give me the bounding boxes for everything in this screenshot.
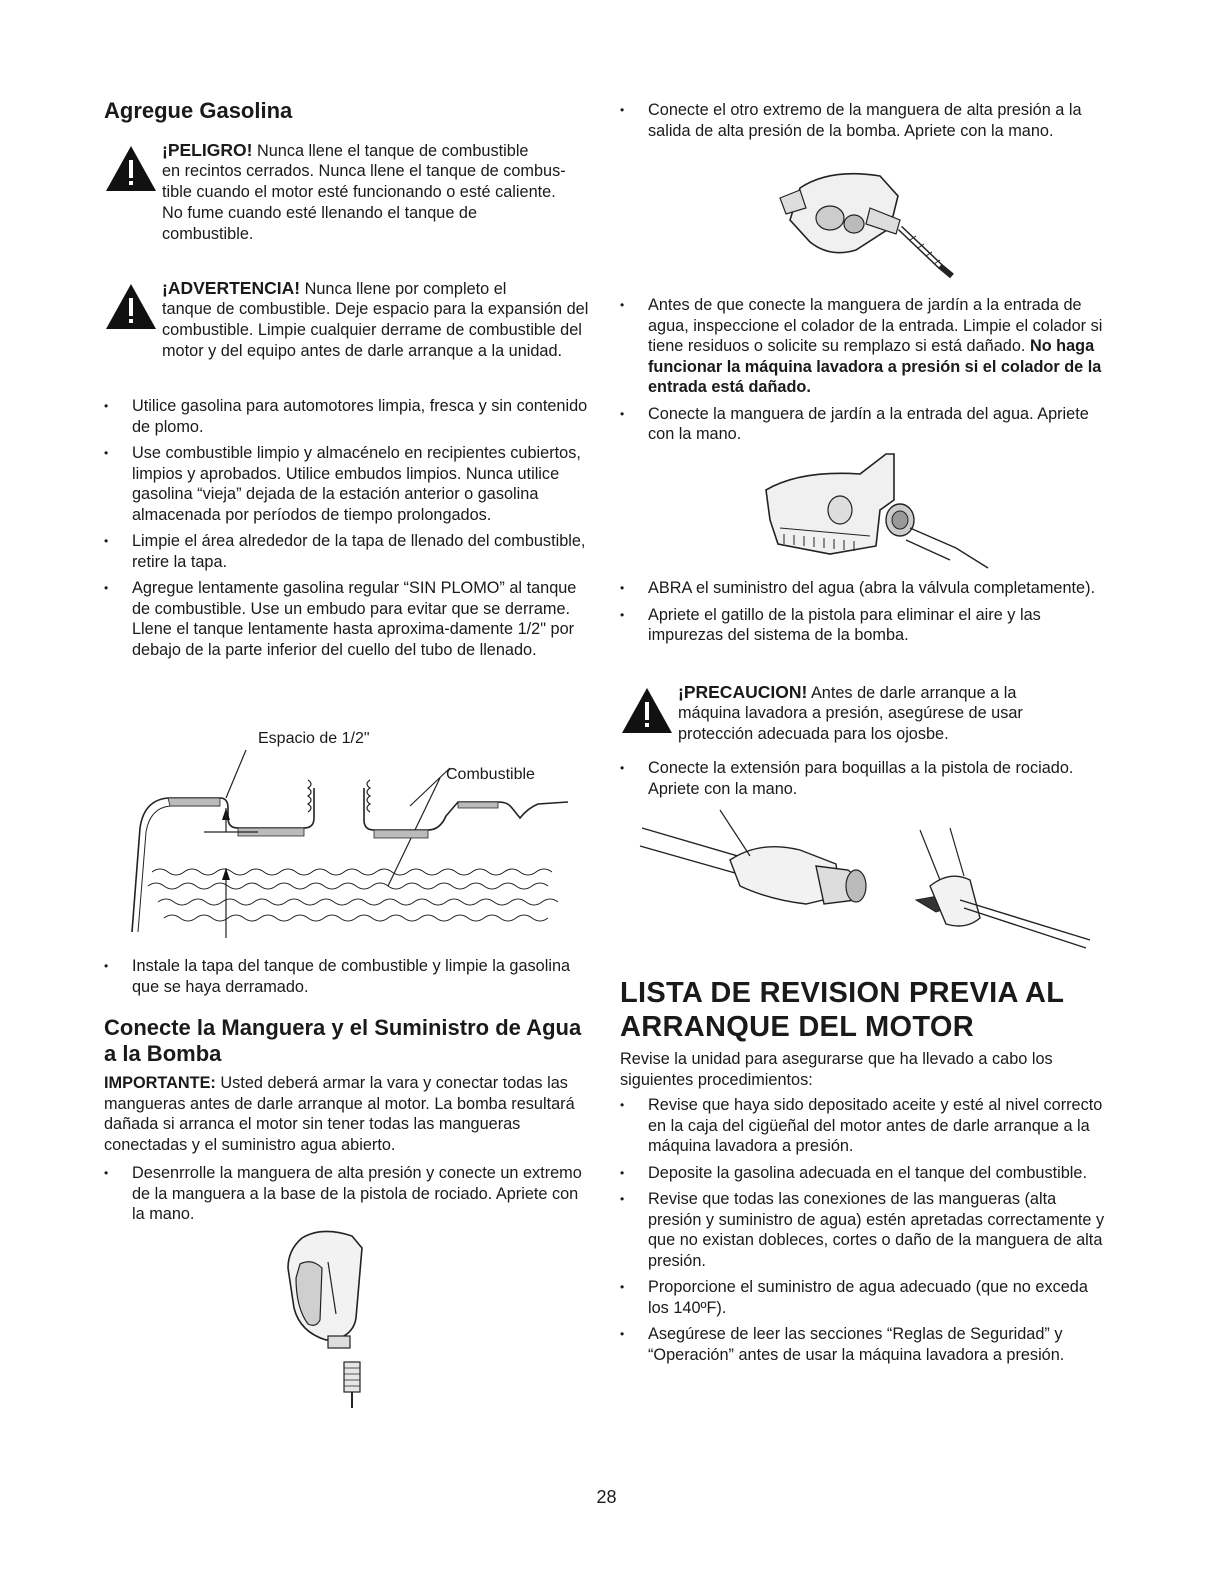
list-item: • Revise que haya sido depositado aceite y esté al nivel correcto en la caja del cigüeñal del motor antes de darle arranque a la máquina lavadora a presión. bbox=[620, 1095, 1110, 1157]
list-item: • Use combustible limpio y almacénelo en recipientes cubiertos, limpios y aprobados. Utilice embudos limpios. Nunca utilice gasolina “vieja” dejada de la estación anterior o gasolina almacenada por períodos de tiempo prolongados. bbox=[104, 443, 592, 525]
label-espacio: Espacio de 1/2" bbox=[258, 730, 370, 747]
peligro-text-rest: en recintos cerrados. Nunca llene el tanque de combus-tible cuando el motor esté funcionando o esté caliente. No fume cuando esté llenando el tanque de combustible. bbox=[162, 162, 566, 243]
pump-outlet-figure bbox=[770, 168, 960, 280]
advertencia-warning bbox=[104, 278, 592, 384]
water-inlet-figure bbox=[760, 450, 992, 570]
advertencia-text bbox=[162, 278, 592, 300]
peligro-text bbox=[162, 140, 592, 162]
list-item: • Asegúrese de leer las secciones “Reglas de Seguridad” y “Operación” antes de usar la máquina lavadora a presión. bbox=[620, 1324, 1110, 1365]
danger-triangle-icon bbox=[104, 144, 158, 192]
antes-text: Antes de que conecte la manguera de jardín a la entrada de agua, inspeccione el colador de la entrada. Limpie el colador si tiene residuos o solicite su remplazo si está dañado. bbox=[648, 296, 1103, 355]
heading-agregue-gasolina: Agregue Gasolina bbox=[104, 98, 293, 123]
advertencia-text-rest: tanque de combustible. Deje espacio para la expansión del combustible. Limpie cualquier derrame de combustible del motor y del equipo antes de darle arranque a la unidad. bbox=[162, 300, 589, 360]
otro-extremo-bullet-list bbox=[620, 100, 1110, 141]
warning-triangle-icon bbox=[104, 282, 158, 330]
importante-paragraph bbox=[104, 1073, 592, 1155]
precaucion-text bbox=[678, 682, 1110, 704]
list-item: • Agregue lentamente gasolina regular “SIN PLOMO” al tanque de combustible. Use un embudo para evitar que se derrame. Llene el tanque lentamente hasta aproxima-damente 1/2" por debajo de la parte inferior del cuello del tubo de llenado. bbox=[104, 578, 592, 660]
peligro-text-first: Nunca llene el tanque de combustible bbox=[256, 142, 529, 160]
label-combustible: Combustible bbox=[446, 766, 535, 783]
extension-bullet-list bbox=[620, 758, 1110, 799]
caution-triangle-icon bbox=[620, 686, 674, 734]
advertencia-text-first: Nunca llene por completo el bbox=[304, 280, 507, 298]
page-number: 28 bbox=[596, 1487, 617, 1507]
list-item: • Instale la tapa del tanque de combustible y limpie la gasolina que se haya derramado. bbox=[104, 956, 592, 997]
list-item bbox=[620, 295, 1110, 398]
list-item: • Conecte el otro extremo de la manguera de alta presión a la salida de alta presión de la bomba. Apriete con la mano. bbox=[620, 100, 1110, 141]
peligro-warning bbox=[104, 140, 592, 258]
list-item: • Desenrrolle la manguera de alta presión y conecte un extremo de la manguera a la base de la pistola de rociado. Apriete con la mano. bbox=[104, 1163, 592, 1225]
list-item: • Deposite la gasolina adecuada en el tanque del combustible. bbox=[620, 1163, 1110, 1184]
list-item: • ABRA el suministro del agua (abra la válvula completamente). bbox=[620, 578, 1110, 599]
importante-label: IMPORTANTE: bbox=[104, 1074, 216, 1092]
peligro-label: ¡PELIGRO! bbox=[162, 140, 253, 160]
list-item: • Proporcione el suministro de agua adecuado (que no exceda los 140ºF). bbox=[620, 1277, 1110, 1318]
list-item: • Limpie el área alrededor de la tapa de llenado del combustible, retire la tapa. bbox=[104, 531, 592, 572]
precaucion-text-first: Antes de darle arranque a la bbox=[810, 684, 1017, 702]
precaucion-label: ¡PRECAUCION! bbox=[678, 682, 808, 702]
antes-bullet-list bbox=[620, 295, 1110, 445]
tank-illustration bbox=[128, 728, 588, 938]
list-item: • Utilice gasolina para automotores limpia, fresca y sin contenido de plomo. bbox=[104, 396, 592, 437]
checklist bbox=[620, 1095, 1110, 1365]
precaucion-text-rest: máquina lavadora a presión, asegúrese de usar protección adecuada para los ojosbe. bbox=[678, 704, 1023, 743]
list-item: • Conecte la manguera de jardín a la entrada del agua. Apriete con la mano. bbox=[620, 404, 1110, 445]
fuel-tank-figure bbox=[128, 728, 588, 938]
heading-lista-revision: LISTA DE REVISION PREVIA AL ARRANQUE DEL MOTOR bbox=[620, 977, 1064, 1043]
advertencia-label: ¡ADVERTENCIA! bbox=[162, 278, 301, 298]
list-item: • Conecte la extensión para boquillas a la pistola de rociado. Apriete con la mano. bbox=[620, 758, 1110, 799]
antes-bold-text: No haga funcionar la máquina lavadora a presión si el colador de la entrada está dañado. bbox=[648, 337, 1102, 396]
lista-intro: Revise la unidad para asegurarse que ha llevado a cabo los siguientes procedimientos: bbox=[620, 1050, 1053, 1089]
abra-bullet-list bbox=[620, 578, 1110, 646]
nozzle-extension-figure bbox=[620, 800, 1100, 950]
precaucion-warning bbox=[620, 682, 1110, 748]
tapa-bullet-list bbox=[104, 956, 592, 997]
list-item: • Revise que todas las conexiones de las mangueras (alta presión y suministro de agua) estén apretadas correctamente y que no existan dobleces, cortes o daño de la manguera de alta presión. bbox=[620, 1189, 1110, 1271]
list-item: • Apriete el gatillo de la pistola para eliminar el aire y las impurezas del sistema de la bomba. bbox=[620, 605, 1110, 646]
spray-gun-figure bbox=[282, 1228, 374, 1410]
gasoline-bullet-list bbox=[104, 396, 592, 660]
importante-text: Usted deberá armar la vara y conectar todas las mangueras antes de darle arranque al motor. La bomba resultará dañada si arranca el motor sin tener todas las mangueras conectadas y el suministro agua abierto. bbox=[104, 1074, 575, 1154]
heading-conecte-manguera: Conecte la Manguera y el Suministro de Agua a la Bomba bbox=[104, 1015, 582, 1066]
desenrolle-bullet-list bbox=[104, 1163, 592, 1225]
